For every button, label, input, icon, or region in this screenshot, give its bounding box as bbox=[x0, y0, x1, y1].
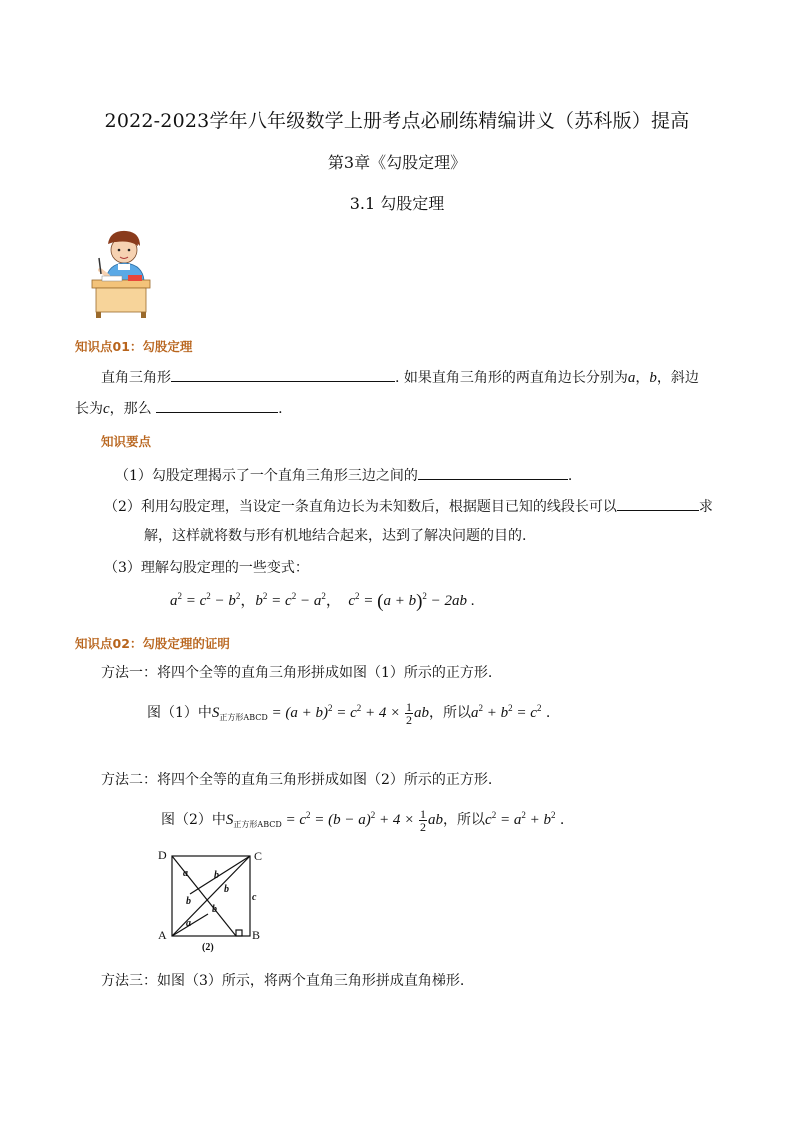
var-c: c bbox=[103, 401, 110, 417]
inner-line-1 bbox=[190, 856, 250, 894]
k1-text-length: 长为 bbox=[75, 401, 103, 417]
var-b: b bbox=[649, 370, 657, 386]
section-title: 3.1 勾股定理 bbox=[349, 194, 445, 213]
method-2-formula: 图（2）中$S_{正方形ABCD} = c^2 = (b - a)^2 + 4$ × $\frac{1}{2}$ ab，所以$c^2 = a^2 + b^2$ . bbox=[161, 807, 565, 835]
side-label-b-3: b bbox=[186, 896, 191, 907]
fill-blank-4[interactable] bbox=[617, 496, 699, 511]
label-d: D bbox=[158, 848, 167, 862]
method-2-area-subscript: 正方形ABCD bbox=[233, 820, 282, 829]
point-1 bbox=[115, 465, 572, 485]
point-2-cont: 解，这样就将数与形有机地结合起来，达到了解决问题的目的. bbox=[144, 528, 527, 544]
side-label-b-1: b bbox=[214, 870, 219, 881]
side-label-b-2: b bbox=[224, 884, 229, 895]
method-1-lead: 图（1）中 bbox=[147, 705, 212, 721]
k1-text-if: . 如果直角三角形的两直角边长分别为 bbox=[395, 370, 628, 386]
k1-line2 bbox=[75, 398, 283, 418]
side-label-a-2: a bbox=[186, 918, 191, 929]
point-2-text: （2）利用勾股定理，当设定一条直角边长为未知数后，根据题目已知的线段长可以 bbox=[104, 499, 617, 515]
section-heading-k2: 知识点02：勾股定理的证明 bbox=[75, 636, 230, 651]
label-a: A bbox=[158, 928, 167, 942]
point-3: （3）理解勾股定理的一些变式： bbox=[104, 560, 309, 576]
method-1-so: ，所以 bbox=[429, 705, 472, 721]
k1-text-hypotenuse: ，斜边 bbox=[656, 370, 699, 386]
method-2: 方法二：将四个全等的直角三角形拼成如图（2）所示的正方形. bbox=[101, 772, 493, 788]
label-c: C bbox=[254, 849, 263, 863]
line-d-to-b bbox=[172, 856, 236, 936]
section-heading-points: 知识要点 bbox=[101, 434, 152, 449]
student-at-desk-illustration bbox=[86, 228, 156, 320]
side-label-b-4: b bbox=[212, 904, 217, 915]
point-1-period: . bbox=[567, 468, 573, 484]
fill-blank-1[interactable] bbox=[171, 367, 395, 382]
section-heading-k1: 知识点01：勾股定理 bbox=[75, 339, 193, 354]
k1-line1 bbox=[101, 367, 699, 387]
k1-comma: ， bbox=[635, 370, 650, 386]
point-1-text: （1）勾股定理揭示了一个直角三角形三边之间的 bbox=[115, 468, 418, 484]
figure-caption: (2) bbox=[202, 942, 214, 953]
figure-2-square-proof bbox=[150, 846, 270, 956]
label-b: B bbox=[252, 928, 261, 942]
chapter-title: 第3章《勾股定理》 bbox=[327, 153, 467, 172]
fill-blank-2[interactable] bbox=[156, 398, 278, 413]
var-a: a bbox=[627, 370, 636, 386]
method-2-so: ，所以 bbox=[443, 812, 486, 828]
k1-period: . bbox=[278, 401, 283, 417]
method-1-formula: 图（1）中$S_{正方形ABCD} = (a + b)^2 = c^2 + 4$ × $\frac{1}{2}$ ab，所以$a^2 + b^2 = c^2$ . bbox=[147, 700, 551, 728]
k1-text-then: ，那么 bbox=[109, 401, 152, 417]
point-2 bbox=[104, 496, 713, 516]
method-2-lead: 图（2）中 bbox=[161, 812, 226, 828]
k1-text-right-triangle: 直角三角形 bbox=[101, 370, 171, 386]
side-label-c: c bbox=[252, 892, 257, 903]
method-1-area-subscript: 正方形ABCD bbox=[219, 713, 268, 722]
method-1: 方法一：将四个全等的直角三角形拼成如图（1）所示的正方形. bbox=[101, 665, 493, 681]
side-label-a-1: a bbox=[183, 868, 188, 879]
variant-formulas: $a^2 = c^2 - b^2$，$b^2 = c^2 - a^2$， $c^2 = (a + b)^2 - 2ab$ . bbox=[170, 591, 475, 612]
fill-blank-3[interactable] bbox=[418, 465, 568, 480]
method-3: 方法三：如图（3）所示，将两个直角三角形拼成直角梯形. bbox=[101, 973, 465, 989]
doc-title: 2022-2023学年八年级数学上册考点必刷练精编讲义（苏科版）提高 bbox=[104, 110, 690, 132]
point-2-solve: 求 bbox=[698, 499, 713, 515]
right-angle-mark bbox=[236, 930, 242, 936]
